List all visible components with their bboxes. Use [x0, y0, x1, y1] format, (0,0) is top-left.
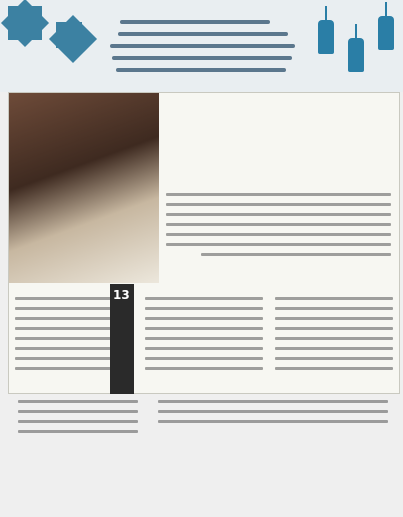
column-text-line: [145, 297, 263, 300]
column-text-line: [145, 307, 263, 310]
column-text-line: [275, 307, 393, 310]
poem-text-line: [120, 20, 270, 24]
column-text-line: [145, 337, 263, 340]
column-text-line: [275, 317, 393, 320]
lantern-icon: [318, 20, 334, 54]
article-columns: [9, 289, 399, 393]
lower-text-line: [158, 410, 388, 413]
author-photo: [9, 93, 159, 283]
poem-text-line: [110, 44, 295, 48]
intro-text-line: [166, 223, 391, 226]
column-text-line: [145, 317, 263, 320]
intro-text-line: [166, 243, 391, 246]
lower-text-line: [18, 410, 138, 413]
intro-text-line: [166, 233, 391, 236]
column-text-line: [145, 367, 263, 370]
intro-text-line: [166, 193, 391, 196]
star-ornament-icon: [56, 22, 82, 48]
lantern-icon: [348, 38, 364, 72]
column-text-line: [275, 297, 393, 300]
column-text-line: [275, 327, 393, 330]
column-text-line: [145, 347, 263, 350]
column-text-line: [145, 357, 263, 360]
column-text-line: [145, 327, 263, 330]
intro-text-line: [166, 203, 391, 206]
poem-text-line: [118, 32, 288, 36]
lower-text-line: [18, 400, 138, 403]
lower-text-line: [18, 430, 138, 433]
article-box: [8, 92, 400, 394]
star-ornament-icon: [8, 6, 42, 40]
column-text-line: [275, 337, 393, 340]
column-text-line: [275, 347, 393, 350]
lower-text-line: [18, 420, 138, 423]
lower-text-line: [158, 400, 388, 403]
lantern-icon: [378, 16, 394, 50]
intro-text-line: [201, 253, 391, 256]
intro-text-line: [166, 213, 391, 216]
column-text-line: [275, 367, 393, 370]
top-banner: [0, 0, 403, 92]
issue-strip: [110, 284, 134, 394]
column-text-line: [275, 357, 393, 360]
poem-text-line: [116, 68, 286, 72]
magazine-logo: [222, 415, 402, 515]
headline-area: [159, 93, 399, 283]
page-number: 13: [113, 288, 130, 302]
poem-text-line: [112, 56, 292, 60]
